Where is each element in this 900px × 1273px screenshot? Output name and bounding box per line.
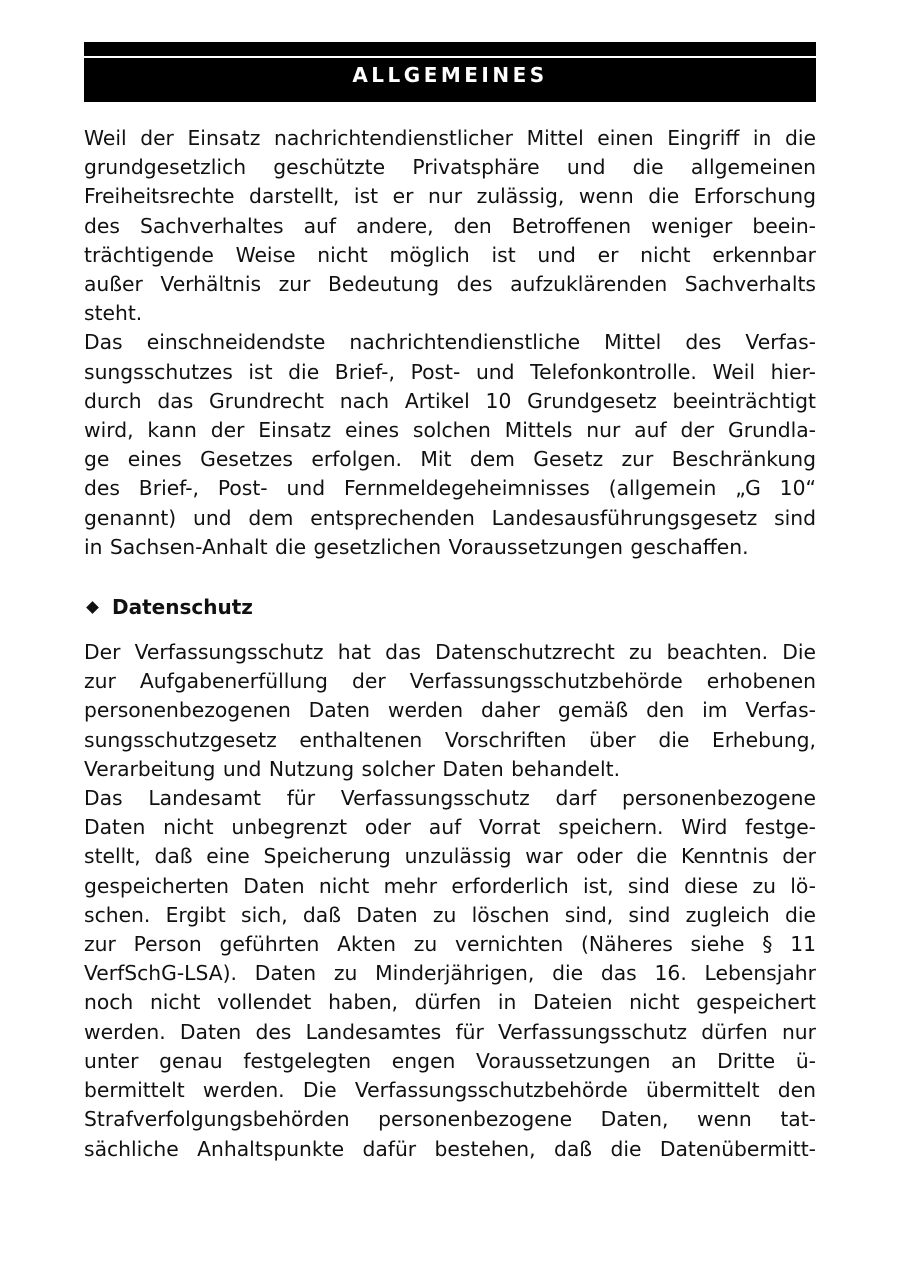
- text-line: des Sachverhaltes auf andere, den Betroffenen weniger beein-: [84, 213, 816, 238]
- text-line: zur Aufgabenerfüllung der Verfassungsschutzbehörde erhobenen: [84, 669, 816, 694]
- text-line: genannt) und dem entsprechenden Landesausführungsgesetz sind: [84, 505, 816, 530]
- datenschutz-text: [84, 638, 816, 1164]
- text-line: Das einschneidendste nachrichtendienstliche Mittel des Verfas-: [84, 330, 816, 355]
- text-line: Verarbeitung und Nutzung solcher Daten behandelt.: [84, 756, 621, 781]
- datenschutz-heading-label: Datenschutz: [112, 595, 253, 620]
- text-line: sungsschutzes ist die Brief-, Post- und Telefonkontrolle. Weil hier-: [84, 359, 816, 384]
- text-line: sungsschutzgesetz enthaltenen Vorschriften über die Erhebung,: [84, 727, 816, 752]
- text-line: grundgesetzlich geschützte Privatsphäre und die allgemeinen: [84, 155, 816, 180]
- text-line: steht.: [84, 301, 143, 326]
- text-line: unter genau festgelegten engen Voraussetzungen an Dritte ü-: [84, 1048, 816, 1073]
- section-title: ALLGEMEINES: [352, 63, 548, 87]
- text-line: Daten nicht unbegrenzt oder auf Vorrat speichern. Wird festge-: [84, 815, 816, 840]
- text-line: Das Landesamt für Verfassungsschutz darf personenbezogene: [84, 786, 816, 811]
- datenschutz-heading: [84, 592, 816, 622]
- text-line: außer Verhältnis zur Bedeutung des aufzuklärenden Sachverhalts: [84, 272, 816, 297]
- document-page: [84, 42, 816, 1164]
- text-line: werden. Daten des Landesamtes für Verfassungsschutz dürfen nur: [84, 1019, 816, 1044]
- text-line: Strafverfolgungsbehörden personenbezogene Daten, wenn tat-: [84, 1107, 816, 1132]
- text-line: Weil der Einsatz nachrichtendienstlicher Mittel einen Eingriff in die: [84, 126, 816, 150]
- text-line: Freiheitsrechte darstellt, ist er nur zulässig, wenn die Erforschung: [84, 184, 816, 209]
- header-divider-line: [84, 56, 816, 58]
- section-header-bar: [84, 42, 816, 102]
- text-line: schen. Ergibt sich, daß Daten zu löschen sind, sind zugleich die: [84, 902, 816, 927]
- text-line: gespeicherten Daten nicht mehr erforderlich ist, sind diese zu lö-: [84, 873, 816, 898]
- text-line: VerfSchG-LSA). Daten zu Minderjährigen, die das 16. Lebensjahr: [84, 961, 816, 986]
- text-line: des Brief-, Post- und Fernmeldegeheimnisses (allgemein „G 10“: [84, 476, 816, 501]
- text-line: Der Verfassungsschutz hat das Datenschutzrecht zu beachten. Die: [84, 640, 816, 665]
- text-line: wird, kann der Einsatz eines solchen Mittels nur auf der Grundla-: [84, 418, 816, 443]
- text-line: in Sachsen-Anhalt die gesetzlichen Voraussetzungen geschaffen.: [84, 534, 749, 559]
- text-line: noch nicht vollendet haben, dürfen in Dateien nicht gespeichert: [84, 990, 816, 1015]
- diamond-bullet-icon: [86, 601, 99, 614]
- text-line: personenbezogenen Daten werden daher gemäß den im Verfas-: [84, 698, 816, 723]
- text-line: trächtigende Weise nicht möglich ist und er nicht erkennbar: [84, 242, 816, 267]
- text-line: zur Person geführten Akten zu vernichten (Näheres siehe § 11: [84, 932, 816, 957]
- text-line: ge eines Gesetzes erfolgen. Mit dem Gesetz zur Beschränkung: [84, 447, 816, 472]
- text-line: durch das Grundrecht nach Artikel 10 Grundgesetz beeinträchtigt: [84, 388, 816, 413]
- text-line: bermittelt werden. Die Verfassungsschutzbehörde übermittelt den: [84, 1078, 816, 1103]
- text-line: stellt, daß eine Speicherung unzulässig war oder die Kenntnis der: [84, 844, 816, 869]
- intro-text: [84, 124, 816, 562]
- text-line: sächliche Anhaltspunkte dafür bestehen, daß die Datenübermitt-: [84, 1136, 816, 1161]
